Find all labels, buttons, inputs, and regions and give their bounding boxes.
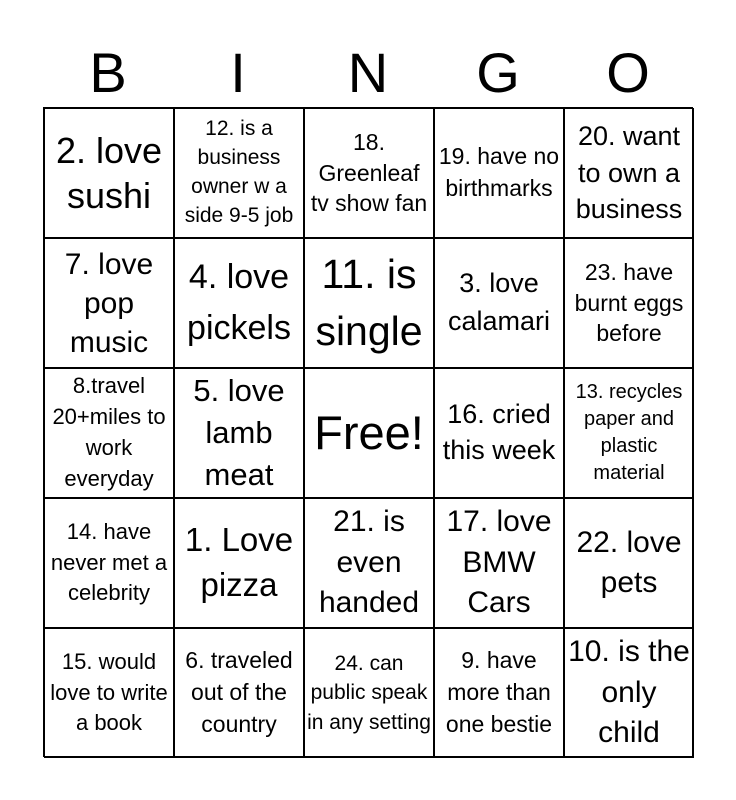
bingo-cell[interactable] (434, 628, 564, 758)
bingo-cell[interactable] (434, 368, 564, 498)
bingo-cell[interactable] (304, 498, 434, 628)
cell-text: 9. have more than one bestie (445, 647, 553, 737)
cell-text: 4. love pickels (187, 258, 291, 347)
cell-text: 18. Greenleaf tv show fan (310, 129, 428, 217)
cell-text: 14. have never met a celebrity (50, 518, 168, 606)
bingo-cell[interactable] (44, 628, 174, 758)
cell-text: 7. love pop music (64, 247, 154, 359)
bingo-cell[interactable] (304, 238, 434, 368)
bingo-cell[interactable] (44, 498, 174, 628)
cell-text: 10. is the only child (568, 635, 690, 750)
bingo-cell[interactable] (44, 368, 174, 498)
bingo-cell[interactable] (564, 498, 694, 628)
cell-text: 17. love BMW Cars (446, 505, 552, 620)
bingo-cell[interactable] (44, 238, 174, 368)
bingo-cell[interactable] (434, 498, 564, 628)
header-letter-g: G (476, 41, 520, 104)
bingo-header (43, 40, 693, 106)
bingo-cell[interactable] (174, 108, 304, 238)
bingo-cell[interactable] (434, 108, 564, 238)
cell-text: 1. Love pizza (184, 521, 294, 603)
bingo-cell[interactable] (564, 108, 694, 238)
cell-text: 24. can public speak in any setting (307, 651, 431, 734)
header-letter-i: I (230, 41, 246, 104)
cell-text: 19. have no birthmarks (438, 143, 560, 201)
cell-text: 16. cried this week (442, 399, 556, 465)
cell-text: 11. is single (315, 250, 423, 354)
bingo-cell[interactable] (434, 238, 564, 368)
cell-text: 6. traveled out of the country (185, 647, 293, 737)
cell-text: 22. love pets (576, 525, 682, 599)
bingo-cell[interactable] (564, 628, 694, 758)
cell-text: 8.travel 20+miles to work everyday (52, 373, 166, 491)
cell-text: Free! (314, 405, 424, 459)
bingo-cell[interactable] (174, 238, 304, 368)
bingo-cell[interactable] (174, 628, 304, 758)
bingo-cell[interactable] (304, 108, 434, 238)
bingo-cell[interactable] (564, 368, 694, 498)
cell-text: 15. would love to write a book (50, 649, 168, 736)
header-letter-b: B (89, 41, 127, 104)
bingo-grid (43, 107, 693, 757)
cell-text: 23. have burnt eggs before (574, 259, 684, 347)
cell-text: 20. want to own a business (575, 121, 683, 225)
bingo-cell[interactable] (564, 238, 694, 368)
cell-text: 12. is a business owner w a side 9-5 job (184, 117, 294, 227)
bingo-cell[interactable] (174, 498, 304, 628)
cell-text: 3. love calamari (447, 268, 551, 336)
bingo-cell[interactable] (44, 108, 174, 238)
cell-text: 2. love sushi (55, 130, 163, 216)
cell-text: 5. love lamb meat (193, 373, 285, 492)
bingo-cell[interactable] (174, 368, 304, 498)
header-letter-n: N (347, 41, 389, 104)
cell-text: 13. recycles paper and plastic material (575, 380, 683, 485)
bingo-cell[interactable] (304, 628, 434, 758)
cell-text: 21. is even handed (318, 505, 420, 620)
header-letter-o: O (606, 41, 650, 104)
free-space-cell[interactable] (304, 368, 434, 498)
